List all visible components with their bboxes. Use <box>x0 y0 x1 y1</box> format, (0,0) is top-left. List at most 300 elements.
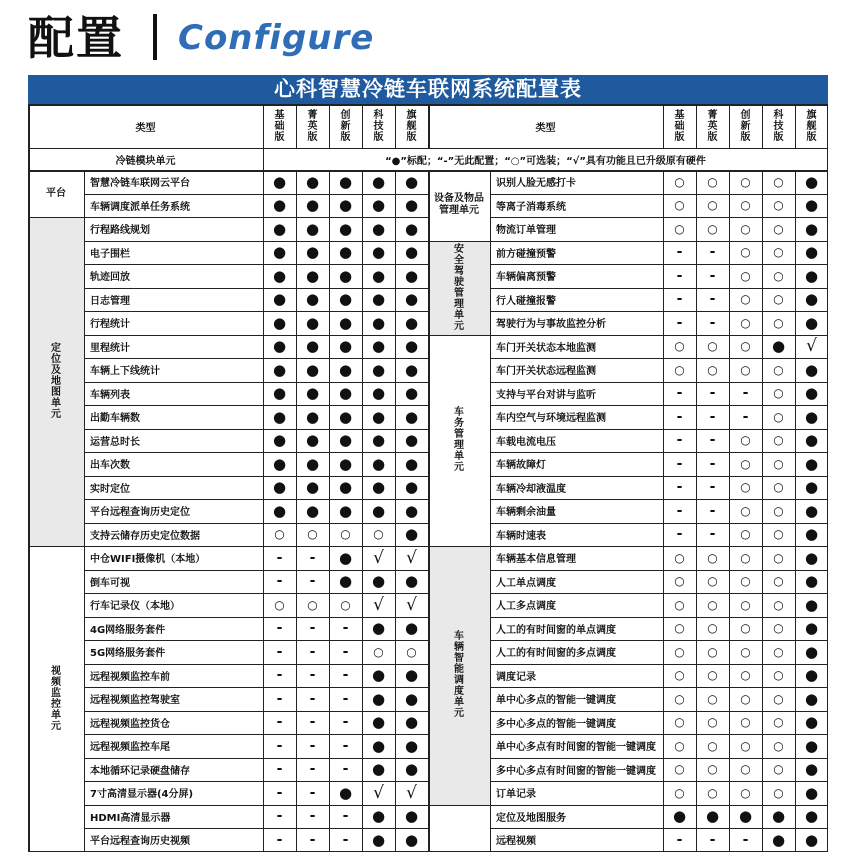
left-row-label: 电子围栏 <box>90 248 130 260</box>
right-row-label: 定位及地图服务 <box>496 812 566 824</box>
right-mark-circ: ○ <box>740 668 751 683</box>
right-mark-circ: ○ <box>740 339 751 354</box>
right-mark-dot: ● <box>804 642 819 661</box>
left-mark-dot: ● <box>272 431 287 450</box>
left-mark-dot: ● <box>338 548 353 567</box>
grid-line <box>84 570 428 571</box>
right-mark-dash: - <box>676 502 683 519</box>
grid-line <box>263 170 264 852</box>
version-header-left-0: 基 础 版 <box>274 109 285 143</box>
grid-line <box>490 640 828 641</box>
left-mark-dot: ● <box>371 196 386 215</box>
right-row-label: 人工单点调度 <box>496 577 556 589</box>
left-mark-dot: ● <box>305 337 320 356</box>
right-row-label: 调度记录 <box>496 671 536 683</box>
right-mark-circ: ○ <box>674 221 685 236</box>
right-mark-dot: ● <box>804 172 819 191</box>
grid-line <box>428 546 490 547</box>
left-mark-dash: - <box>342 690 349 707</box>
left-mark-dot: ● <box>305 313 320 332</box>
left-mark-dot: ● <box>305 172 320 191</box>
right-mark-dash: - <box>676 831 683 848</box>
left-group-cell: 定 位 及 地 图 单 元 <box>28 217 84 546</box>
right-mark-circ: ○ <box>773 409 784 424</box>
right-row-label: 远程视频 <box>496 836 536 848</box>
grid-line <box>84 781 428 782</box>
right-mark-circ: ○ <box>773 762 784 777</box>
left-mark-dot: ● <box>338 337 353 356</box>
right-mark-dot: ● <box>804 666 819 685</box>
grid-line <box>428 104 429 148</box>
left-mark-dash: - <box>276 643 283 660</box>
left-mark-dash: - <box>342 761 349 778</box>
left-mark-dot: ● <box>371 736 386 755</box>
right-row-label: 单中心多点的智能一键调度 <box>496 695 616 707</box>
right-mark-dot: ● <box>804 572 819 591</box>
left-mark-dot: ● <box>272 313 287 332</box>
grid-line <box>490 499 828 500</box>
grid-line <box>329 170 330 852</box>
grid-line <box>795 170 796 852</box>
grid-line <box>696 104 697 148</box>
right-mark-dot: ● <box>804 736 819 755</box>
left-mark-dash: - <box>342 831 349 848</box>
right-row-label: 车辆偏离预警 <box>496 272 556 284</box>
right-mark-circ: ○ <box>707 762 718 777</box>
left-mark-circ: ○ <box>274 527 285 542</box>
left-mark-dot: ● <box>338 360 353 379</box>
grid-line <box>28 217 84 218</box>
right-row-label: 单中心多点有时间窗的智能一键调度 <box>496 742 656 754</box>
right-mark-dot: ● <box>804 619 819 638</box>
title-divider <box>153 14 157 60</box>
left-mark-dash: - <box>276 737 283 754</box>
right-mark-circ: ○ <box>773 550 784 565</box>
right-mark-dot: ● <box>804 431 819 450</box>
left-mark-dot: ● <box>338 478 353 497</box>
grid-line <box>84 241 428 242</box>
left-row-label: 车辆调度派单任务系统 <box>90 201 190 213</box>
right-mark-circ: ○ <box>707 339 718 354</box>
right-row-label: 人工的有时间窗的多点调度 <box>496 648 616 660</box>
version-header-left-2: 创 新 版 <box>340 109 351 143</box>
left-mark-dash: - <box>276 808 283 825</box>
left-mark-dot: ● <box>404 525 419 544</box>
right-row-label: 车辆故障灯 <box>496 460 546 472</box>
grid-line <box>28 148 828 149</box>
grid-line <box>490 781 828 782</box>
left-row-label: HDMI高清显示器 <box>90 812 171 824</box>
left-row-label: 支持云储存历史定位数据 <box>90 530 200 542</box>
right-mark-circ: ○ <box>740 456 751 471</box>
left-mark-dot: ● <box>404 431 419 450</box>
right-mark-circ: ○ <box>740 174 751 189</box>
grid-line <box>490 711 828 712</box>
right-mark-dash: - <box>709 408 716 425</box>
grid-line <box>395 104 396 148</box>
grid-line <box>84 405 428 406</box>
grid-line <box>329 104 330 148</box>
grid-line <box>428 170 429 852</box>
left-mark-check: √ <box>406 782 417 803</box>
left-mark-circ: ○ <box>274 597 285 612</box>
right-mark-dot: ● <box>804 478 819 497</box>
right-mark-circ: ○ <box>740 527 751 542</box>
right-mark-dash: - <box>676 244 683 261</box>
left-mark-dot: ● <box>272 290 287 309</box>
right-mark-circ: ○ <box>773 597 784 612</box>
left-mark-dot: ● <box>305 243 320 262</box>
column-header-type-right: 类型 <box>535 122 556 134</box>
right-mark-dash: - <box>709 502 716 519</box>
right-mark-dash: - <box>709 526 716 543</box>
left-mark-dot: ● <box>272 384 287 403</box>
grid-line <box>490 523 828 524</box>
right-mark-circ: ○ <box>674 574 685 589</box>
left-mark-dash: - <box>309 643 316 660</box>
right-mark-circ: ○ <box>674 644 685 659</box>
left-mark-dot: ● <box>272 407 287 426</box>
version-header-right-1: 菁 英 版 <box>707 109 718 143</box>
left-row-label: 本地循环记录硬盘储存 <box>90 765 190 777</box>
grid-line <box>490 311 828 312</box>
right-mark-dot: ● <box>705 807 720 826</box>
right-mark-dot: ● <box>672 807 687 826</box>
left-mark-dash: - <box>342 714 349 731</box>
version-header-right-4: 旗 舰 版 <box>806 109 817 143</box>
right-mark-circ: ○ <box>740 503 751 518</box>
left-mark-check: √ <box>373 594 384 615</box>
right-mark-circ: ○ <box>707 198 718 213</box>
grid-line <box>490 805 828 806</box>
left-mark-dot: ● <box>338 431 353 450</box>
grid-line <box>84 593 428 594</box>
right-mark-dash: - <box>676 314 683 331</box>
left-mark-dot: ● <box>338 783 353 802</box>
grid-line <box>84 805 428 806</box>
left-mark-dash: - <box>276 831 283 848</box>
grid-line <box>729 170 730 852</box>
right-group-cell <box>428 805 490 852</box>
grid-line <box>696 170 697 852</box>
right-mark-circ: ○ <box>674 621 685 636</box>
right-row-label: 多中心多点的智能一键调度 <box>496 718 616 730</box>
grid-line <box>84 499 428 500</box>
right-row-label: 支持与平台对讲与监听 <box>496 389 596 401</box>
left-mark-dot: ● <box>272 501 287 520</box>
right-mark-circ: ○ <box>740 644 751 659</box>
grid-line <box>490 734 828 735</box>
left-mark-dot: ● <box>338 313 353 332</box>
grid-line <box>490 170 491 852</box>
left-mark-dot: ● <box>305 431 320 450</box>
left-mark-dot: ● <box>371 501 386 520</box>
right-mark-circ: ○ <box>773 456 784 471</box>
left-mark-dot: ● <box>371 360 386 379</box>
right-mark-check: √ <box>806 336 817 357</box>
left-mark-dot: ● <box>338 196 353 215</box>
left-mark-dash: - <box>309 573 316 590</box>
right-row-label: 车门开关状态远程监测 <box>496 366 596 378</box>
left-mark-dash: - <box>342 808 349 825</box>
right-mark-circ: ○ <box>740 574 751 589</box>
right-mark-dot: ● <box>771 337 786 356</box>
left-group-cell: 视 频 监 控 单 元 <box>51 665 61 732</box>
left-mark-dot: ● <box>272 337 287 356</box>
right-mark-circ: ○ <box>740 480 751 495</box>
left-row-label: 里程统计 <box>90 342 130 354</box>
right-mark-dash: - <box>742 385 749 402</box>
right-mark-circ: ○ <box>740 268 751 283</box>
grid-line <box>490 828 828 829</box>
version-header-right-0: 基 础 版 <box>674 109 685 143</box>
grid-line <box>84 217 428 218</box>
right-group-cell: 车 务 管 理 单 元 <box>454 407 464 474</box>
left-mark-dot: ● <box>272 243 287 262</box>
left-mark-dot: ● <box>338 454 353 473</box>
grid-line <box>84 711 428 712</box>
grid-line <box>490 264 828 265</box>
grid-line <box>428 805 490 806</box>
right-mark-dash: - <box>676 455 683 472</box>
left-row-label: 行程路线规划 <box>90 225 150 237</box>
right-mark-dash: - <box>742 831 749 848</box>
left-mark-dot: ● <box>272 360 287 379</box>
right-mark-dash: - <box>676 267 683 284</box>
right-mark-circ: ○ <box>773 174 784 189</box>
right-mark-circ: ○ <box>773 245 784 260</box>
left-mark-dot: ● <box>404 666 419 685</box>
cold-chain-label: 冷链模块单元 <box>115 155 176 167</box>
right-mark-dot: ● <box>804 830 819 849</box>
right-mark-circ: ○ <box>773 480 784 495</box>
left-mark-dot: ● <box>404 384 419 403</box>
right-mark-dot: ● <box>804 243 819 262</box>
version-header-left-4: 旗 舰 版 <box>406 109 417 143</box>
left-row-label: 平台远程查询历史视频 <box>90 836 190 848</box>
left-row-label: 行车记录仪（本地） <box>90 601 180 613</box>
left-mark-dash: - <box>309 784 316 801</box>
left-mark-dot: ● <box>371 572 386 591</box>
right-mark-dot: ● <box>804 407 819 426</box>
grid-line <box>490 382 828 383</box>
right-row-label: 人工多点调度 <box>496 601 556 613</box>
grid-line <box>263 148 264 170</box>
right-mark-dot: ● <box>804 454 819 473</box>
legend-text: “●”标配；“-”无此配置；“○”可选装；“√”具有功能且已升级原有硬件 <box>385 155 706 167</box>
right-mark-circ: ○ <box>773 268 784 283</box>
left-row-label: 5G网络服务套件 <box>90 648 166 660</box>
left-mark-dash: - <box>309 831 316 848</box>
left-mark-dash: - <box>276 690 283 707</box>
grid-line <box>663 104 664 148</box>
grid-line <box>84 194 428 195</box>
left-mark-dash: - <box>309 620 316 637</box>
left-mark-dot: ● <box>338 384 353 403</box>
right-row-label: 等离子消毒系统 <box>496 201 566 213</box>
left-mark-dot: ● <box>404 454 419 473</box>
grid-line <box>490 758 828 759</box>
left-mark-dot: ● <box>338 407 353 426</box>
grid-line <box>729 104 730 148</box>
right-mark-circ: ○ <box>773 362 784 377</box>
grid-line <box>84 734 428 735</box>
grid-line <box>84 546 428 547</box>
grid-line <box>490 241 828 242</box>
right-mark-dot: ● <box>804 196 819 215</box>
left-mark-dot: ● <box>371 266 386 285</box>
right-mark-circ: ○ <box>674 339 685 354</box>
left-mark-dot: ● <box>404 501 419 520</box>
left-mark-dash: - <box>309 690 316 707</box>
right-mark-dot: ● <box>804 689 819 708</box>
right-mark-dot: ● <box>738 807 753 826</box>
left-mark-dot: ● <box>371 219 386 238</box>
left-mark-circ: ○ <box>373 644 384 659</box>
right-mark-dot: ● <box>804 760 819 779</box>
right-mark-circ: ○ <box>740 691 751 706</box>
right-mark-dash: - <box>676 526 683 543</box>
right-mark-dot: ● <box>804 595 819 614</box>
left-mark-dot: ● <box>371 454 386 473</box>
left-row-label: 倒车可视 <box>90 577 130 589</box>
grid-line <box>490 194 828 195</box>
right-mark-dash: - <box>676 432 683 449</box>
grid-line <box>490 358 828 359</box>
grid-line <box>84 382 428 383</box>
left-mark-dot: ● <box>338 243 353 262</box>
right-mark-circ: ○ <box>773 715 784 730</box>
right-mark-circ: ○ <box>707 644 718 659</box>
left-mark-dot: ● <box>371 243 386 262</box>
right-row-label: 行人碰撞报警 <box>496 295 556 307</box>
right-mark-circ: ○ <box>674 738 685 753</box>
right-mark-dash: - <box>709 244 716 261</box>
left-mark-dot: ● <box>404 619 419 638</box>
right-mark-circ: ○ <box>674 174 685 189</box>
left-mark-check: √ <box>373 782 384 803</box>
left-mark-circ: ○ <box>340 597 351 612</box>
left-mark-dot: ● <box>404 807 419 826</box>
left-mark-dash: - <box>309 737 316 754</box>
grid-line <box>362 170 363 852</box>
left-mark-dot: ● <box>305 360 320 379</box>
left-row-label: 平台远程查询历史定位 <box>90 507 190 519</box>
left-mark-dot: ● <box>338 572 353 591</box>
left-row-label: 远程视频监控货仓 <box>90 718 170 730</box>
left-mark-dot: ● <box>305 290 320 309</box>
left-mark-dot: ● <box>404 478 419 497</box>
right-mark-dash: - <box>709 291 716 308</box>
grid-line <box>84 452 428 453</box>
left-mark-dot: ● <box>371 713 386 732</box>
grid-line <box>490 476 828 477</box>
left-mark-dash: - <box>276 573 283 590</box>
right-mark-circ: ○ <box>674 715 685 730</box>
grid-line <box>84 264 428 265</box>
right-mark-circ: ○ <box>773 292 784 307</box>
left-mark-dot: ● <box>272 172 287 191</box>
left-mark-dot: ● <box>371 384 386 403</box>
right-mark-circ: ○ <box>674 762 685 777</box>
left-mark-dash: - <box>276 667 283 684</box>
left-mark-dot: ● <box>404 572 419 591</box>
left-mark-dot: ● <box>371 337 386 356</box>
right-mark-circ: ○ <box>773 503 784 518</box>
right-mark-dot: ● <box>804 219 819 238</box>
left-mark-dot: ● <box>371 830 386 849</box>
right-mark-circ: ○ <box>740 785 751 800</box>
left-mark-check: √ <box>406 547 417 568</box>
grid-line <box>762 170 763 852</box>
right-mark-circ: ○ <box>707 221 718 236</box>
right-mark-circ: ○ <box>740 621 751 636</box>
left-row-label: 轨迹回放 <box>90 272 130 284</box>
right-mark-dot: ● <box>804 384 819 403</box>
left-mark-dot: ● <box>338 501 353 520</box>
right-row-label: 物流订单管理 <box>496 225 556 237</box>
grid-line <box>84 476 428 477</box>
right-mark-circ: ○ <box>773 668 784 683</box>
right-mark-dot: ● <box>771 807 786 826</box>
right-mark-circ: ○ <box>740 762 751 777</box>
right-mark-circ: ○ <box>707 597 718 612</box>
right-mark-circ: ○ <box>674 362 685 377</box>
page-title-en: Configure <box>178 18 375 58</box>
right-group-cell: 设备及物品管理单元 <box>434 193 484 217</box>
right-mark-dash: - <box>709 455 716 472</box>
right-mark-circ: ○ <box>707 715 718 730</box>
left-mark-dash: - <box>342 667 349 684</box>
right-mark-circ: ○ <box>773 621 784 636</box>
left-row-label: 运营总时长 <box>90 436 140 448</box>
grid-line <box>490 217 828 218</box>
left-mark-check: √ <box>373 547 384 568</box>
left-row-label: 出车次数 <box>90 460 130 472</box>
right-mark-circ: ○ <box>707 550 718 565</box>
right-mark-dot: ● <box>771 830 786 849</box>
grid-line <box>490 687 828 688</box>
left-mark-dash: - <box>309 808 316 825</box>
left-row-label: 远程视频监控车尾 <box>90 742 170 754</box>
column-header-type-left: 类型 <box>135 122 156 134</box>
left-mark-dot: ● <box>371 666 386 685</box>
right-mark-circ: ○ <box>740 198 751 213</box>
left-mark-dot: ● <box>305 196 320 215</box>
grid-line <box>490 452 828 453</box>
version-header-right-2: 创 新 版 <box>740 109 751 143</box>
left-mark-dot: ● <box>338 290 353 309</box>
grid-line <box>490 546 828 547</box>
left-mark-dot: ● <box>272 266 287 285</box>
table-title: 心科智慧冷链车联网系统配置表 <box>28 75 828 104</box>
left-mark-dot: ● <box>272 219 287 238</box>
left-mark-dot: ● <box>272 196 287 215</box>
left-mark-dot: ● <box>305 407 320 426</box>
right-mark-dot: ● <box>804 360 819 379</box>
left-row-label: 7寸高清显示器(4分屏) <box>90 789 194 801</box>
left-mark-dot: ● <box>338 266 353 285</box>
grid-line <box>84 311 428 312</box>
left-row-label: 行程统计 <box>90 319 130 331</box>
grid-line <box>84 687 428 688</box>
left-row-label: 出勤车辆数 <box>90 413 140 425</box>
left-row-label: 4G网络服务套件 <box>90 624 166 636</box>
left-mark-dot: ● <box>272 454 287 473</box>
right-row-label: 前方碰撞预警 <box>496 248 556 260</box>
right-mark-circ: ○ <box>740 597 751 612</box>
grid-line <box>795 104 796 148</box>
